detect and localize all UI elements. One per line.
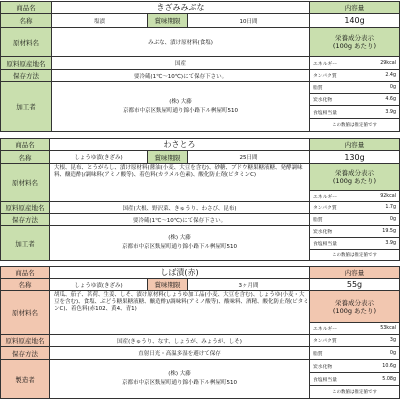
company-address: 京都市中京区麩屋町通り錦小路下ル桝屋町510 xyxy=(122,380,237,386)
ingredients-label: 原材料名 xyxy=(0,290,50,335)
name-value: 塩漬 xyxy=(51,13,148,28)
company-address: 京都市中京区麩屋町通り錦小路下ル桝屋町510 xyxy=(122,244,237,250)
salt-value: 3.9g xyxy=(385,109,396,115)
storage-value: 直射日光・高温多湿を避けて保存 xyxy=(49,346,310,360)
product-label: 商品名 xyxy=(0,266,50,279)
content-value: 55g xyxy=(309,278,400,291)
manufacturer-label: 製造者 xyxy=(0,359,50,399)
processor-label: 加工者 xyxy=(0,81,52,132)
name-label: 名称 xyxy=(0,13,52,28)
company-block xyxy=(49,359,310,399)
company-block xyxy=(51,81,310,132)
name-value: しょうゆ漬(きざみ) xyxy=(49,278,148,291)
product-value: しば漬(赤) xyxy=(49,266,310,279)
company-name: (株) 大藤 xyxy=(168,371,191,377)
fat-value: 0g xyxy=(389,85,396,90)
product-label: 商品名 xyxy=(0,138,50,151)
nutrition-title-text: 栄養成分表示 xyxy=(335,298,374,307)
best-before-value: 10日間 xyxy=(187,13,310,28)
energy-label: エネルギー xyxy=(313,327,337,332)
carb-label: 炭水化物 xyxy=(313,230,333,235)
product-value: きざみみぶな xyxy=(51,1,310,14)
salt-value: 3.9g xyxy=(385,241,396,246)
company-address: 京都市中京区麩屋町通り錦小路下ル桝屋町510 xyxy=(123,107,238,114)
nutrition-carb xyxy=(309,359,400,373)
energy-label: エネルギー xyxy=(313,194,337,200)
protein-label: タンパク質 xyxy=(313,206,337,211)
carb-value: 10.6g xyxy=(382,363,396,369)
origin-label: 原料原産地名 xyxy=(0,201,50,214)
carb-value: 19.5g xyxy=(382,229,396,234)
storage-label: 保存方法 xyxy=(0,69,52,82)
energy-label: エネルギー xyxy=(313,61,337,67)
best-before-label: 賞味期限 xyxy=(147,13,188,28)
energy-value: 92kcal xyxy=(380,193,396,199)
name-label: 名称 xyxy=(0,150,50,164)
content-label: 内容量 xyxy=(309,266,400,279)
company-name: (株) 大藤 xyxy=(169,98,192,105)
storage-value: 要冷蔵(1℃〜10℃)にて保存下さい。 xyxy=(49,213,310,226)
name-label: 名称 xyxy=(0,278,50,291)
company-name: (株) 大藤 xyxy=(168,235,191,241)
fat-label: 脂質 xyxy=(313,86,323,91)
ingredients-label: 原材料名 xyxy=(0,27,52,57)
fat-value: 0g xyxy=(389,217,396,222)
salt-label: 食塩相当量 xyxy=(313,377,337,383)
origin-value: 国産 xyxy=(51,56,310,70)
origin-value: 国産(きゅうり、なす、しょうが、みょうが、しそ) xyxy=(49,334,310,347)
ingredients-value: 胡瓜、茄子、茗荷、生姜、しそ、漬け原材料(しょうゆ加工品(小麦、大豆を含む)、しょうゆ(小麦・大豆を含む)、食塩、ぶどう糖果糖液糖、醸造酢)/調味料(アミノ酸等)、酸味料、酒精、酸化防止剤(ビタミンC)、着色料(赤102、黄4、青1) xyxy=(49,290,310,335)
storage-value: 要冷蔵(1℃〜10℃)にて保存下さい。 xyxy=(51,69,310,82)
carb-label: 炭水化物 xyxy=(313,98,333,103)
nutrition-unit-text: (100g あたり) xyxy=(332,177,377,185)
nutrition-title xyxy=(309,290,400,323)
nutrition-energy xyxy=(309,56,400,70)
fat-label: 脂質 xyxy=(313,351,323,357)
product-label: 商品名 xyxy=(0,1,52,14)
content-label: 内容量 xyxy=(309,138,400,151)
nutrition-salt xyxy=(309,105,400,119)
energy-value: 53kcal xyxy=(380,326,396,331)
nutrition-fat xyxy=(309,346,400,360)
nutrition-title-text: 栄養成分表示 xyxy=(335,34,374,42)
ingredients-value: 大根、昆布、とうがらし、漬け原材料(醤油(小麦、大豆を含む)、砂糖、ブドウ糖果糖液糖、発酵調味料、醸造酢)/調味料(アミノ酸等)、着色料(カラメル色素)、酸化防止剤(ビタミンC) xyxy=(49,163,310,202)
nutrition-unit-text: (100g あたり) xyxy=(332,42,377,50)
company-block xyxy=(49,225,310,261)
origin-label: 原料原産地名 xyxy=(0,334,50,347)
storage-label: 保存方法 xyxy=(0,213,50,226)
best-before-label: 賞味期限 xyxy=(147,150,188,164)
nutrition-note: この数値は推定値です xyxy=(309,249,400,261)
protein-value: 3g xyxy=(389,338,396,343)
carb-label: 炭水化物 xyxy=(313,364,333,370)
salt-value: 5.08g xyxy=(382,376,396,382)
energy-value: 29kcal xyxy=(380,60,396,66)
nutrition-note: この数値は推定値です xyxy=(309,385,400,399)
nutrition-note: この数値は推定値です xyxy=(309,118,400,132)
name-value: しょうゆ漬(きざみ) xyxy=(49,150,148,164)
carb-value: 4.6g xyxy=(385,97,396,102)
nutrition-title-text: 栄養成分表示 xyxy=(335,169,374,177)
fat-value: 0g xyxy=(389,350,396,356)
best-before-value: 3ヶ月間 xyxy=(187,278,310,291)
nutrition-salt xyxy=(309,372,400,386)
origin-value: 国産(大根、野沢菜、きゅうり、わさび、昆布) xyxy=(49,201,310,214)
nutrition-title xyxy=(309,27,400,57)
origin-label: 原料原産地名 xyxy=(0,56,52,70)
best-before-value: 25日間 xyxy=(187,150,310,164)
protein-label: タンパク質 xyxy=(313,74,337,79)
protein-label: タンパク質 xyxy=(313,339,337,344)
best-before-label: 賞味期限 xyxy=(147,278,188,291)
content-label: 内容量 xyxy=(309,1,400,14)
salt-label: 食塩相当量 xyxy=(313,110,337,116)
protein-value: 1.7g xyxy=(385,205,396,210)
fat-label: 脂質 xyxy=(313,218,323,223)
ingredients-value: みぶな、漬け原材料(食塩) xyxy=(51,27,310,57)
ingredients-label: 原材料名 xyxy=(0,163,50,202)
product-value: わさとろ xyxy=(49,138,310,151)
nutrition-title xyxy=(309,163,400,191)
salt-label: 食塩相当量 xyxy=(313,242,337,247)
storage-label: 保存方法 xyxy=(0,346,50,360)
protein-value: 2.4g xyxy=(385,73,396,78)
processor-label: 加工者 xyxy=(0,225,50,261)
nutrition-unit-text: (100g あたり) xyxy=(332,306,377,315)
content-value: 140g xyxy=(309,13,400,28)
content-value: 130g xyxy=(309,150,400,164)
